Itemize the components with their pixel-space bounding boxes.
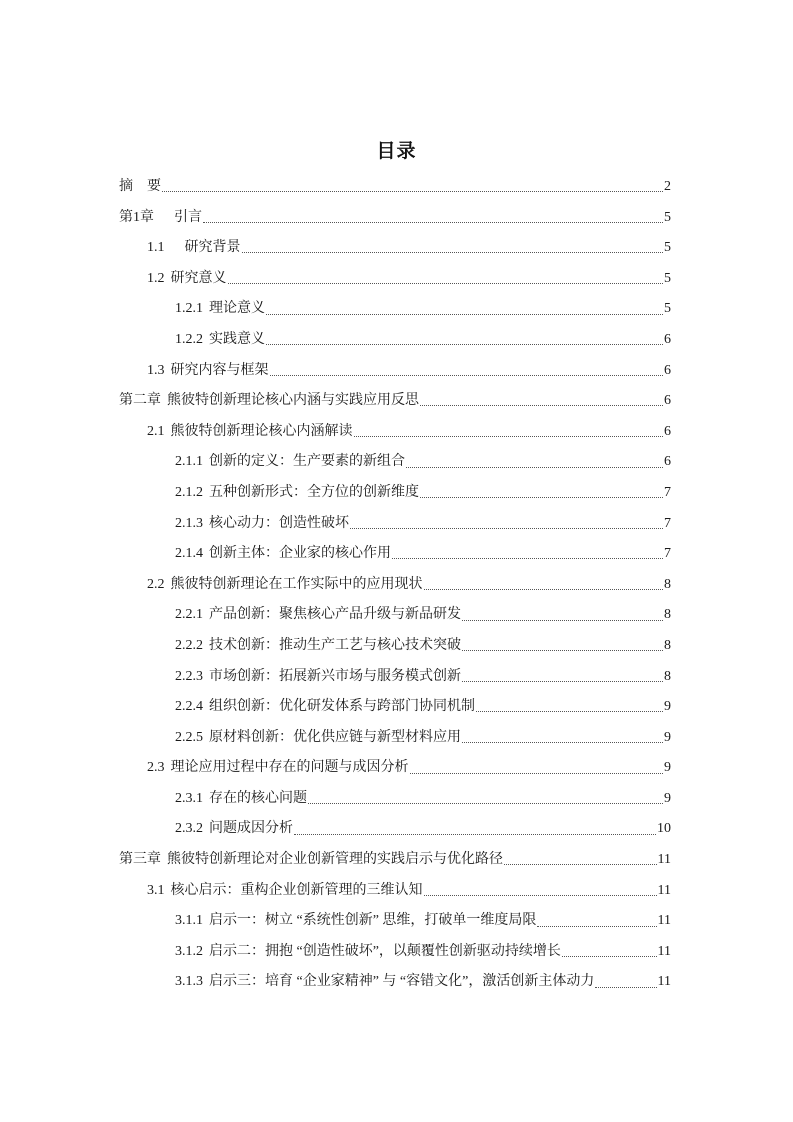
toc-entry-label: 存在的核心问题 [209,790,307,806]
toc-leader-dots [462,742,663,743]
toc-leader-dots [294,834,656,835]
toc-entry-number: 2.3.1 [175,790,203,806]
toc-entry-label: 实践意义 [209,331,265,347]
toc-leader-dots [537,926,656,927]
toc-leader-dots [308,803,663,804]
toc-entry-page: 8 [664,668,671,684]
toc-entry[interactable] [119,631,671,662]
toc-entry-page: 8 [664,576,671,592]
toc-entry-page: 11 [657,974,671,990]
toc-entry-label: 熊彼特创新理论在工作实际中的应用现状 [170,576,423,592]
toc-entry[interactable] [119,386,671,417]
toc-entry-label: 原材料创新：优化供应链与新型材料应用 [209,729,461,745]
toc-entry-label: 熊彼特创新理论核心内涵解读 [170,423,353,439]
toc-entry-page: 7 [664,515,671,531]
toc-leader-dots [270,375,664,376]
toc-entry-number: 2.1.4 [175,546,203,562]
toc-entry[interactable] [119,845,671,876]
toc-entry[interactable] [119,172,671,203]
toc-entry-number: 1.3 [147,362,165,378]
toc-entry-page: 9 [664,790,671,806]
toc-entry-number: 2.2.5 [175,729,203,745]
toc-leader-dots [595,987,656,988]
toc-entry-page: 2 [664,179,671,194]
toc-entry-number: 2.1.2 [175,484,203,500]
toc-leader-dots [504,864,657,865]
toc-entry[interactable] [119,937,671,968]
toc-entry-page: 9 [664,760,671,776]
toc-leader-dots [228,283,664,284]
toc-entry-label: 理论意义 [209,301,265,317]
toc-entry[interactable] [119,478,671,509]
toc-leader-dots [562,956,657,957]
toc-entry-number: 2.3.2 [175,821,203,837]
toc-leader-dots [462,650,663,651]
toc-leader-dots [410,773,664,774]
toc-entry[interactable] [119,600,671,631]
toc-entry-number: 1.2.2 [175,331,203,347]
toc-entry-label: 引言 [160,209,202,225]
toc-entry-number: 2.1 [147,423,165,439]
toc-entry-number: 3.1.2 [175,943,203,959]
toc-entry-label: 摘 要 [119,179,161,194]
toc-entry[interactable] [119,203,671,234]
toc-entry-page: 5 [664,209,671,225]
toc-entry[interactable] [119,509,671,540]
toc-entry-page: 11 [657,913,671,929]
toc-entry-number: 1.2 [147,270,165,286]
toc-entry-page: 7 [664,546,671,562]
toc-entry-number: 第二章 [119,393,161,409]
toc-leader-dots [424,589,664,590]
toc-entry-page: 11 [657,882,671,898]
toc-leader-dots [392,558,663,559]
toc-leader-dots [406,467,663,468]
toc-leader-dots [462,620,663,621]
toc-leader-dots [420,497,663,498]
toc-entry[interactable] [119,906,671,937]
toc-entry-label: 熊彼特创新理论核心内涵与实践应用反思 [167,393,419,409]
toc-entry-page: 11 [657,852,671,868]
toc-entry-label: 启示二：拥抱 “创造性破坏”，以颠覆性创新驱动持续增长 [209,943,561,959]
toc-entry-number: 2.2.1 [175,607,203,623]
toc-entry-number: 3.1.1 [175,913,203,929]
toc-entry-label: 理论应用过程中存在的问题与成因分析 [170,760,409,776]
toc-entry-page: 5 [664,301,671,317]
toc-entry[interactable] [119,325,671,356]
toc-entry-label: 启示一：树立 “系统性创新” 思维，打破单一维度局限 [209,913,537,929]
toc-entry-number: 1.1 [147,240,165,256]
toc-entry-page: 11 [657,943,671,959]
toc-leader-dots [242,252,664,253]
toc-leader-dots [354,436,664,437]
toc-entry[interactable] [119,784,671,815]
toc-leader-dots [266,344,663,345]
toc-entry-label: 创新的定义：生产要素的新组合 [209,454,405,470]
toc-leader-dots [462,681,663,682]
toc-entry-label: 启示三：培育 “企业家精神” 与 “容错文化”，激活创新主体动力 [209,974,595,990]
toc-entry[interactable] [119,814,671,845]
toc-entry-number: 2.2.2 [175,637,203,653]
toc-entry-page: 10 [657,821,671,837]
toc-leader-dots [424,895,657,896]
toc-leader-dots [203,222,663,223]
toc-entry-page: 6 [664,454,671,470]
toc-entry-label: 研究内容与框架 [170,362,269,378]
toc-leader-dots [162,191,663,192]
toc-entry[interactable] [119,723,671,754]
toc-entry-page: 6 [664,331,671,347]
toc-entry-label: 创新主体：企业家的核心作用 [209,546,391,562]
toc-entry-label: 核心动力：创造性破坏 [209,515,349,531]
toc-entry[interactable] [119,967,671,998]
toc-entry-label: 研究意义 [170,270,227,286]
toc-entry-page: 9 [664,699,671,715]
toc-entry-number: 第三章 [119,852,161,868]
toc-entry-number: 3.1.3 [175,974,203,990]
toc-leader-dots [266,314,663,315]
toc-entry-page: 6 [664,423,671,439]
toc-entry-number: 2.2.3 [175,668,203,684]
toc-entry-number: 3.1 [147,882,165,898]
toc-entry-number: 2.3 [147,760,165,776]
toc-leader-dots [420,405,663,406]
toc-entry-label: 组织创新：优化研发体系与跨部门协同机制 [209,699,475,715]
toc-entry[interactable] [119,447,671,478]
toc-title: 目录 [376,140,417,162]
toc-entry[interactable] [119,417,671,448]
toc-leader-dots [476,711,663,712]
toc-entry-page: 5 [664,240,671,256]
toc-entry-page: 6 [664,393,671,409]
toc-entry-label: 问题成因分析 [209,821,293,837]
toc-entry[interactable] [119,356,671,387]
toc-entry[interactable] [119,539,671,570]
toc-entry[interactable] [119,264,671,295]
toc-entry-page: 6 [664,362,671,378]
toc-entry-page: 7 [664,484,671,500]
table-of-contents [119,172,671,998]
toc-entry[interactable] [119,692,671,723]
toc-entry[interactable] [119,662,671,693]
toc-entry-page: 9 [664,729,671,745]
toc-entry-number: 2.2.4 [175,699,203,715]
toc-entry[interactable] [119,753,671,784]
toc-entry-page: 8 [664,637,671,653]
toc-entry-label: 市场创新：拓展新兴市场与服务模式创新 [209,668,461,684]
toc-entry[interactable] [119,876,671,907]
toc-entry-number: 2.2 [147,576,165,592]
toc-entry[interactable] [119,233,671,264]
toc-entry-label: 研究背景 [170,240,241,256]
toc-entry[interactable] [119,294,671,325]
toc-entry-number: 2.1.1 [175,454,203,470]
toc-leader-dots [350,528,663,529]
toc-entry-number: 1.2.1 [175,301,203,317]
toc-entry-label: 核心启示：重构企业创新管理的三维认知 [170,882,423,898]
toc-entry-label: 五种创新形式：全方位的创新维度 [209,484,419,500]
toc-entry[interactable] [119,570,671,601]
toc-entry-label: 技术创新：推动生产工艺与核心技术突破 [209,637,461,653]
toc-entry-page: 5 [664,270,671,286]
toc-entry-page: 8 [664,607,671,623]
toc-entry-number: 第1章 [119,209,154,225]
toc-entry-label: 熊彼特创新理论对企业创新管理的实践启示与优化路径 [167,852,503,868]
toc-entry-label: 产品创新：聚焦核心产品升级与新品研发 [209,607,461,623]
toc-entry-number: 2.1.3 [175,515,203,531]
